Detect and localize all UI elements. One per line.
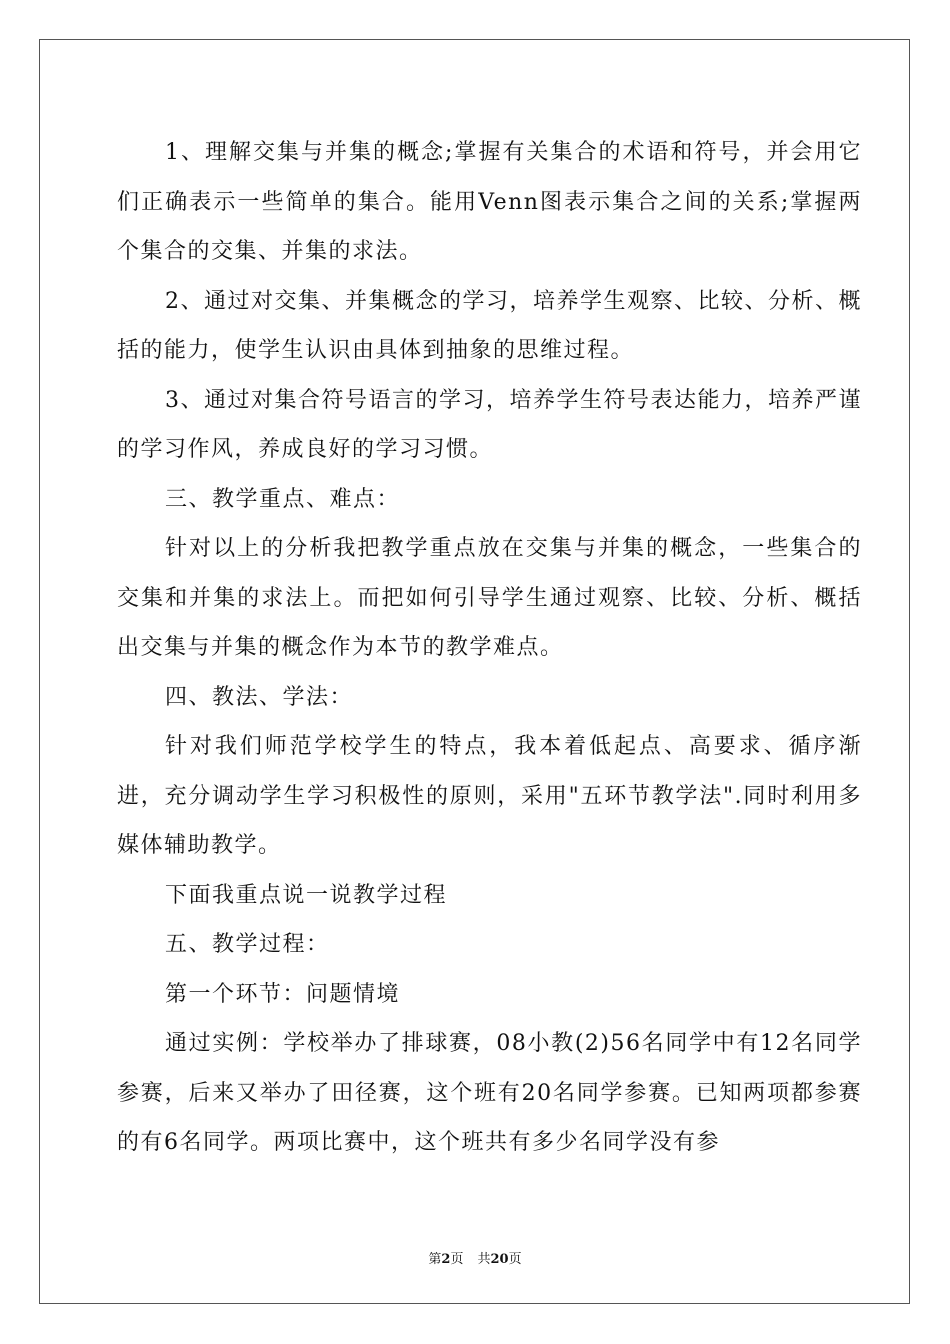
section-heading-process: 五、教学过程： — [165, 932, 330, 957]
paragraph-methods: 针对我们师范学校学生的特点，我本着低起点、高要求、循序渐进，充分调动学生学习积极性的原则，采用"五环节教学法".同时利用多媒体辅助教学。 — [117, 734, 862, 858]
paragraph-objective-3: 3、通过对集合符号语言的学习，培养学生符号表达能力，培养严谨的学习作风，养成良好的学习习惯。 — [117, 387, 862, 462]
document-body — [117, 128, 862, 1168]
footer-current-page: 2 — [441, 1252, 451, 1267]
subheading-step-one: 第一个环节：问题情境 — [165, 981, 401, 1007]
page-footer — [0, 1248, 950, 1267]
footer-prefix: 第 — [428, 1252, 442, 1267]
section-heading-key-points: 三、教学重点、难点： — [165, 486, 401, 512]
footer-page-suffix: 页 — [450, 1252, 464, 1267]
paragraph-objective-1: 1、理解交集与并集的概念;掌握有关集合的术语和符号，并会用它们正确表示一些简单的集合。能用Venn图表示集合之间的关系;掌握两个集合的交集、并集的求法。 — [117, 140, 862, 264]
paragraph-objective-2: 2、通过对交集、并集概念的学习，培养学生观察、比较、分析、概括的能力，使学生认识由具体到抽象的思维过程。 — [117, 288, 862, 363]
paragraph-example: 通过实例：学校举办了排球赛，08小教(2)56名同学中有12名同学参赛，后来又举办了田径赛，这个班有20名同学参赛。已知两项都参赛的有6名同学。两项比赛中，这个班共有多少名同学没有参 — [117, 1031, 862, 1155]
footer-total-suffix: 页 — [508, 1252, 522, 1267]
footer-total-prefix: 共 — [477, 1252, 491, 1267]
paragraph-intro-process: 下面我重点说一说教学过程 — [165, 882, 448, 908]
paragraph-key-points: 针对以上的分析我把教学重点放在交集与并集的概念，一些集合的交集和并集的求法上。而把如何引导学生通过观察、比较、分析、概括出交集与并集的概念作为本节的教学难点。 — [117, 536, 862, 660]
section-heading-methods: 四、教法、学法： — [165, 684, 354, 710]
footer-total-pages: 20 — [490, 1252, 509, 1267]
